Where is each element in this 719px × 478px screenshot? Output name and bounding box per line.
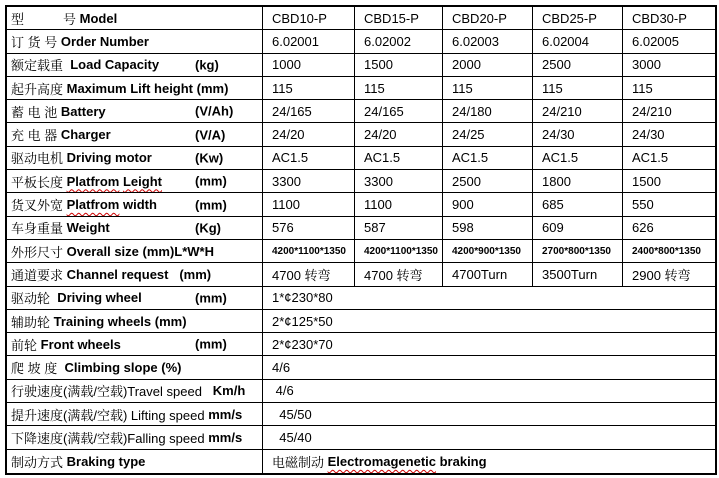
value-cell-load-capacity-3: 2500 [533,54,623,76]
value-cell-platform-width-1: 1100 [355,193,443,215]
table-row-weight [7,217,715,240]
label-segment: Front wheels [40,336,121,352]
label-segment: 型 号 [11,11,80,27]
label-segment: Maximum Lift height (mm) [66,80,229,96]
table-row-order-number [7,30,715,53]
row-label-driving-wheel [7,287,263,309]
label-segment: Training wheels (mm) [53,313,187,329]
table-row-channel-request [7,263,715,286]
table-row-charger [7,123,715,146]
value-cell-channel-request-4: 2900 转弯 [632,267,691,283]
value-cell-overall-size-4: 2400*800*1350 [632,245,701,257]
row-label-load-capacity [7,54,263,76]
value-cell-load-capacity-4: 3000 [632,57,661,73]
label-segment [168,267,179,282]
row-label-training-wheels [7,310,263,332]
label-segment: Channel request [66,266,169,282]
table-row-max-lift-height [7,77,715,100]
label-segment: Model [79,10,118,26]
value-cell-platform-width-0: 1100 [263,193,355,215]
row-unit: (Kw) [195,150,224,166]
merged-value-cell-travel-speed [263,380,715,402]
value-cell-model-3: CBD25-P [533,7,623,29]
table-row-lifting-speed [7,403,715,426]
label-segment: 制动方式 [11,454,67,470]
value-cell-overall-size-3: 2700*800*1350 [533,240,623,262]
value-cell-weight-4: 626 [632,220,654,236]
merged-value-cell-climbing-slope [263,356,715,378]
table-row-overall-size [7,240,715,263]
merged-value-cell-braking-type [263,450,715,473]
merged-value-cell-training-wheels [263,310,715,332]
label-segment: 通道要求 [11,267,67,283]
table-row-load-capacity [7,54,715,77]
value-cell-max-lift-height-4: 115 [632,80,653,96]
label-segment: 爬 坡 度 [11,361,65,377]
value-cell-max-lift-height-3: 115 [533,77,623,99]
label-segment: 1*¢230*80 [272,290,333,306]
value-cell-driving-motor-1: AC1.5 [355,147,443,169]
value-cell-overall-size-1: 4200*1100*1350 [355,240,443,262]
misspelled-word: Electromagenetic [327,453,436,469]
value-cell-weight-0: 576 [263,217,355,239]
label-segment: braking [436,453,487,469]
row-unit: (V/A) [195,127,226,143]
row-label-platform-width [7,193,263,215]
row-unit: (mm) [195,173,227,189]
row-label-channel-request [7,263,263,285]
label-segment: 前轮 [11,337,41,353]
label-segment: 平板长度 [11,174,67,190]
value-cell-platform-length-2: 2500 [443,170,533,192]
label-segment: 提升速度(满载/空载) Lifting speed [11,407,209,423]
value-cell-platform-width-4: 550 [632,197,654,213]
row-label-braking-type [7,450,263,473]
row-label-front-wheels [7,333,263,355]
label-segment: 外形尺寸 [11,244,67,260]
value-cell-platform-length-0: 3300 [263,170,355,192]
value-cell-driving-motor-0: AC1.5 [263,147,355,169]
value-cell-weight-1: 587 [355,217,443,239]
row-unit: (mm) [195,197,227,213]
row-unit: (V/Ah) [195,103,234,119]
table-row-training-wheels [7,310,715,333]
spec-table [5,5,717,475]
value-cell-weight-3: 609 [533,217,623,239]
value-cell-max-lift-height-1: 115 [355,77,443,99]
value-cell-order-number-0: 6.02001 [263,30,355,52]
label-segment: width [119,197,157,213]
value-cell-platform-length-4: 1500 [632,173,661,189]
label-segment: (mm) [179,266,212,282]
table-row-driving-motor [7,147,715,170]
value-cell-model-1: CBD15-P [355,7,443,29]
row-label-lifting-speed [7,403,263,425]
label-segment: Load Capacity [70,57,160,73]
value-cell-model-0: CBD10-P [263,7,355,29]
row-label-charger [7,123,263,145]
table-row-platform-length [7,170,715,193]
table-row-falling-speed [7,426,715,449]
value-cell-weight-2: 598 [443,217,533,239]
merged-value-cell-front-wheels [263,333,715,355]
value-cell-order-number-1: 6.02002 [355,30,443,52]
table-row-climbing-slope [7,356,715,379]
label-segment: Driving motor [66,150,152,166]
value-cell-model-4: CBD30-P [632,10,687,26]
value-cell-platform-width-3: 685 [533,193,623,215]
row-label-climbing-slope [7,356,263,378]
label-segment: Order Number [60,33,149,49]
label-segment: Km/h [212,383,246,399]
label-segment: 2*¢125*50 [272,313,333,329]
label-segment: Overall size (mm)L*W*H [66,243,214,259]
label-segment: Charger [60,127,111,143]
label-segment: 货叉外宽 [11,198,67,214]
table-row-driving-wheel [7,287,715,310]
table-row-braking-type [7,450,715,473]
value-cell-channel-request-2: 4700Turn [443,263,533,285]
row-label-falling-speed [7,426,263,448]
value-cell-load-capacity-1: 1500 [355,54,443,76]
table-row-travel-speed [7,380,715,403]
value-cell-max-lift-height-0: 115 [263,77,355,99]
label-segment: 45/40 [272,430,312,446]
merged-value-cell-lifting-speed [263,403,715,425]
label-segment: 订 货 号 [11,34,61,50]
label-segment: 2*¢230*70 [272,336,333,352]
misspelled-word: Platfrom [66,197,120,213]
value-cell-driving-motor-3: AC1.5 [533,147,623,169]
label-segment: 4/6 [272,360,291,376]
value-cell-order-number-3: 6.02004 [533,30,623,52]
label-segment: 4/6 [272,383,294,399]
row-label-platform-length [7,170,263,192]
label-segment: Climbing slope (%) [64,360,182,376]
row-label-model [7,7,263,29]
label-segment: 车身重量 [11,221,67,237]
label-segment: 充 电 器 [11,128,61,144]
row-label-overall-size [7,240,263,262]
row-unit: (Kg) [195,220,221,236]
label-segment: Braking type [66,453,146,469]
label-segment: Battery [60,103,106,119]
label-segment: 驱动电机 [11,151,67,167]
label-segment: 45/50 [272,406,312,422]
label-segment: 起升高度 [11,81,67,97]
value-cell-channel-request-0: 4700 转弯 [263,263,355,285]
label-segment: 辅助轮 [11,314,54,330]
row-unit: (mm) [195,290,227,306]
label-segment: 额定载重 [11,58,71,74]
label-segment: 下降速度(满载/空载)Falling speed [11,431,209,447]
value-cell-battery-1: 24/165 [355,100,443,122]
label-segment: 蓄 电 池 [11,104,61,120]
value-cell-load-capacity-2: 2000 [443,54,533,76]
value-cell-charger-1: 24/20 [355,123,443,145]
value-cell-charger-4: 24/30 [632,127,665,143]
value-cell-max-lift-height-2: 115 [443,77,533,99]
row-label-driving-motor [7,147,263,169]
value-cell-channel-request-1: 4700 转弯 [355,263,443,285]
value-cell-charger-3: 24/30 [533,123,623,145]
table-row-platform-width [7,193,715,216]
misspelled-word: Platfrom [66,173,120,189]
merged-value-cell-falling-speed [263,426,715,448]
merged-value-cell-driving-wheel [263,287,715,309]
table-row-front-wheels [7,333,715,356]
label-segment: mm/s [208,406,243,422]
row-label-travel-speed [7,380,263,402]
value-cell-model-2: CBD20-P [443,7,533,29]
label-segment: Weight [66,220,110,236]
value-cell-battery-4: 24/210 [632,103,672,119]
value-cell-charger-2: 24/25 [443,123,533,145]
label-segment: Driving wheel [57,290,142,306]
label-segment: 行驶速度(满载/空载)Travel speed [11,384,213,400]
table-row-model [7,7,715,30]
value-cell-battery-2: 24/180 [443,100,533,122]
row-label-battery [7,100,263,122]
row-label-weight [7,217,263,239]
value-cell-overall-size-0: 4200*1100*1350 [263,240,355,262]
row-unit: (kg) [195,57,219,73]
value-cell-platform-length-1: 3300 [355,170,443,192]
value-cell-platform-width-2: 900 [443,193,533,215]
label-segment: 电磁制动 [272,454,328,470]
misspelled-word: Leight [122,173,162,189]
value-cell-overall-size-2: 4200*900*1350 [443,240,533,262]
value-cell-charger-0: 24/20 [263,123,355,145]
value-cell-load-capacity-0: 1000 [263,54,355,76]
value-cell-driving-motor-4: AC1.5 [632,150,669,166]
value-cell-driving-motor-2: AC1.5 [443,147,533,169]
row-label-order-number [7,30,263,52]
label-segment: mm/s [208,430,243,446]
value-cell-channel-request-3: 3500Turn [533,263,623,285]
value-cell-order-number-4: 6.02005 [632,33,679,49]
value-cell-battery-0: 24/165 [263,100,355,122]
table-row-battery [7,100,715,123]
value-cell-order-number-2: 6.02003 [443,30,533,52]
label-segment: 驱动轮 [11,291,58,307]
value-cell-battery-3: 24/210 [533,100,623,122]
row-label-max-lift-height [7,77,263,99]
value-cell-platform-length-3: 1800 [533,170,623,192]
row-unit: (mm) [195,336,227,352]
